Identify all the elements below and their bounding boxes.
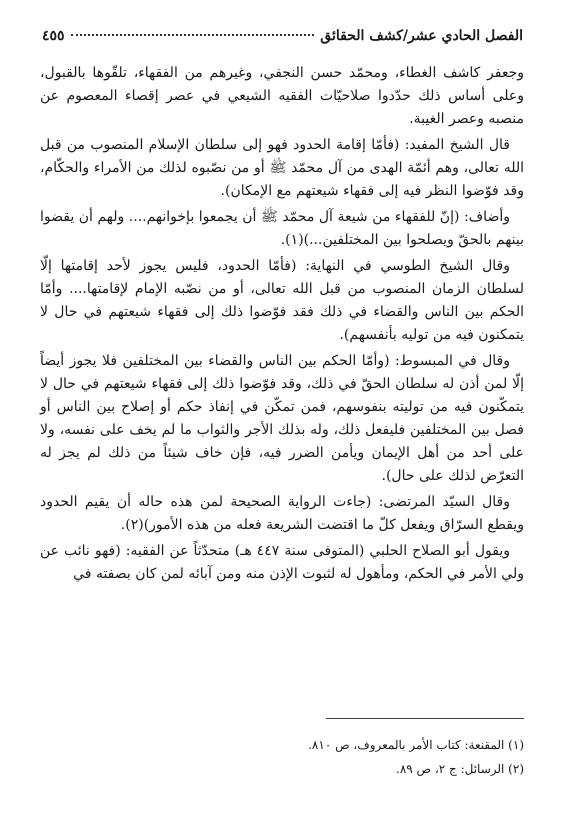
footnote: (١) المقنعة: كتاب الأمر بالمعروف، ص ٨١٠. bbox=[308, 738, 524, 752]
paragraph: وجعفر كاشف الغطاء، ومحمّد حسن النجفي، وغيرهم من الفقهاء، تلقّوها بالقبول، وعلى أساس ذلك حدّدوا صلاحيّات الفقيه الشيعي في عصر إقصاء المعصوم عن منصبه وعصر الغيبة. bbox=[40, 65, 524, 127]
page-number: ٤٥٥ bbox=[42, 28, 65, 44]
body-text bbox=[40, 62, 524, 589]
header-leader-dots bbox=[71, 34, 315, 36]
paragraph: ويقول أبو الصلاح الحلبي (المتوفى سنة ٤٤٧ هـ) متحدّثاً عن الفقيه: (فهو نائب عن ولي الأمر في الحكم، ومأهول له لثبوت الإذن منه ومن آبائه لمن كان بصفته في bbox=[40, 543, 524, 582]
paragraph: وقال السيّد المرتضى: (جاءت الرواية الصحيحة لمن هذه حاله أن يقيم الحدود ويقطع السرّاق ويفعل كلّ ما اقتضت الشريعة فعله من هذه الأمور)(٢). bbox=[40, 494, 524, 533]
page-header bbox=[42, 28, 523, 44]
paragraph: وقال في المبسوط: (وأمّا الحكم بين الناس والقضاء بين المختلفين فلا يجوز أيضاً إلّا لمن أذن له سلطان الحقّ في ذلك، وقد فوّضوا ذلك إلى فقهاء شيعتهم في حال لا يتمكّنون فيه من توليته بنفوسهم، فمن تمكّن في إنفاذ حكم أو إصلاح بين الناس أو فصل بين المختلفين فليفعل ذلك، وله بذلك الأجر والثواب ما لم يخف على نفسه، ولا على أحد من أهل الإيمان ويأمن الضرر فيه، فإن خاف شيئاً من ذلك لم يجز له التعرّض لذلك على حال). bbox=[40, 353, 524, 484]
paragraph: وأضاف: (إنّ للفقهاء من شيعة آل محمّد ﷺ أن يجمعوا بإخوانهم.... ولهم أن يقضوا بينهم بالحقّ ويصلحوا بين المختلفين...)(١). bbox=[40, 209, 524, 248]
footnotes bbox=[40, 733, 524, 781]
paragraph: قال الشيخ المفيد: (فأمّا إقامة الحدود فهو إلى سلطان الإسلام المنصوب من قبل الله تعالى، وهم أئمّة الهدى من آل محمّد ﷺ أو من نصّبوه لذلك من الأمراء والحكّام، وقد فوّضوا النظر فيه إلى فقهاء شيعتهم مع الإمكان). bbox=[40, 137, 524, 199]
footnote: (٢) الرسائل: ج ٢، ص ٨٩. bbox=[396, 762, 524, 776]
footnote-separator bbox=[326, 718, 524, 719]
running-title: الفصل الحادي عشر/كشف الحقائق bbox=[320, 28, 523, 44]
paragraph: وقال الشيخ الطوسي في النهاية: (فأمّا الحدود، فليس يجوز لأحد إقامتها إلّا لسلطان الزمان المنصوب من قبل الله تعالى، أو من نصّبه الإمام لإقامتها.... وأمّا الحكم بين الناس والقضاء في ذلك فقد فوّضوا ذلك إلى فقهاء شيعتهم في حال لا يتمكنون فيه من توليه بأنفسهم). bbox=[40, 258, 524, 343]
